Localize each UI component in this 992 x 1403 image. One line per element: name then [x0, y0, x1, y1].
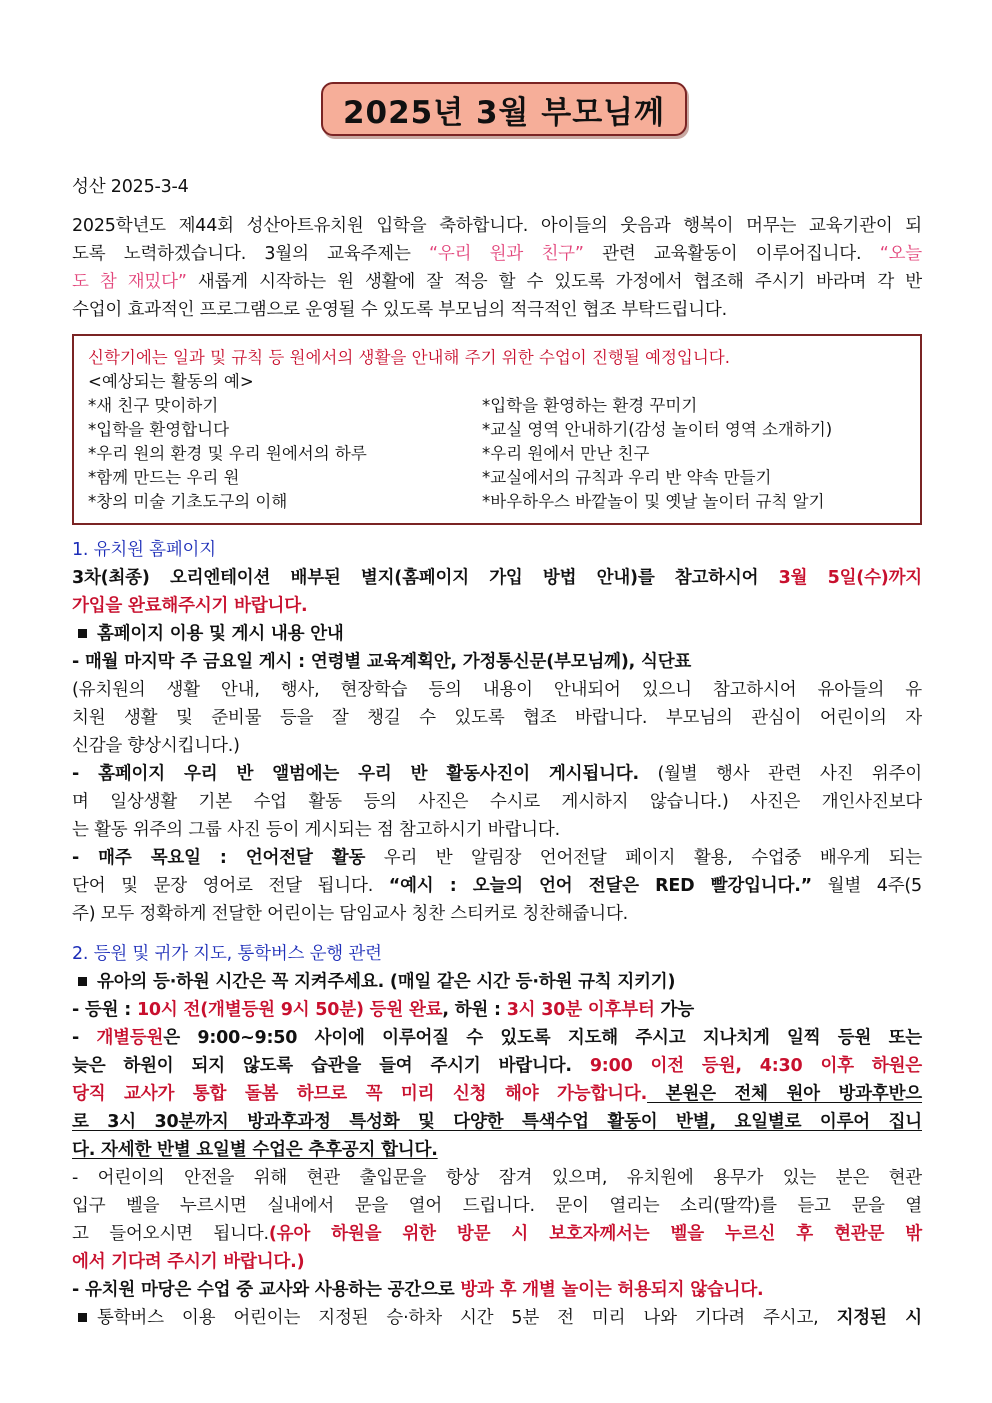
- s1-line-6: 치원 생활 및 준비물 등을 잘 챙길 수 있도록 협조 바랍니다. 부모님의 관심이 어린이의 자: [72, 708, 922, 728]
- s1-line-12: 단어 및 문장 영어로 전달 됩니다. “예시 : 오늘의 언어 전달은 RED 빨강입니다.” 월별 4주(5: [72, 876, 922, 896]
- s1-line-3: 홈페이지 이용 및 게시 내용 안내: [72, 620, 922, 648]
- square-bullet-icon: [78, 977, 87, 986]
- s2-line-3: - 개별등원은 9:00~9:50 사이에 이루어질 수 있도록 지도해 주시고 지나치게 일찍 등원 또는: [72, 1028, 922, 1048]
- s1-line-10: 는 활동 위주의 그룹 사진 등이 게시되는 점 참고하시기 바랍니다.: [72, 820, 560, 840]
- s2-line-11: 에서 기다려 주시기 바랍니다.): [72, 1252, 305, 1272]
- s2-line-10: 고 들어오시면 됩니다.(유아 하원을 위한 방문 시 보호자께서는 벨을 누르신 후 현관문 밖: [72, 1224, 922, 1244]
- s1-line-7: 신감을 향상시킵니다.): [72, 736, 240, 756]
- activity-item: *입학을 환영하는 환경 꾸미기: [482, 396, 698, 415]
- activity-item: *교실 영역 안내하기(감성 놀이터 영역 소개하기): [482, 420, 833, 439]
- s2-line-9: 입구 벨을 누르시면 실내에서 문을 열어 드립니다. 문이 열리는 소리(딸깍)를 듣고 문을 열: [72, 1196, 922, 1216]
- s2-line-1: 유아의 등·하원 시간은 꼭 지켜주세요. (매일 같은 시간 등·하원 규칙 지키기): [72, 968, 922, 996]
- activity-item: *함께 만드는 우리 원: [88, 468, 240, 487]
- s1-line-2: 가입을 완료해주시기 바랍니다.: [72, 596, 308, 616]
- s1-line-1: 3차(최종) 오리엔테이션 배부된 별지(홈페이지 가입 방법 안내)를 참고하시어 3월 5일(수)까지: [72, 568, 922, 588]
- notice-header: 신학기에는 일과 및 규칙 등 원에서의 생활을 안내해 주기 위한 수업이 진행될 예정입니다.: [88, 348, 730, 367]
- s1-line-13: 주) 모두 정확하게 전달한 어린이는 담임교사 칭찬 스티커로 칭찬해줍니다.: [72, 904, 629, 924]
- s1-line-8: - 홈페이지 우리 반 앨범에는 우리 반 활동사진이 게시됩니다. (월별 행사 관련 사진 위주이: [72, 764, 922, 784]
- theme-text: “우리 원과 친구”: [429, 244, 584, 264]
- date-line: 성산 2025-3-4: [72, 177, 189, 197]
- activity-item: *새 친구 맞이하기: [88, 396, 219, 415]
- activity-item: *창의 미술 기초도구의 이해: [88, 492, 288, 511]
- activity-item: *우리 원의 환경 및 우리 원에서의 하루: [88, 444, 367, 463]
- s1-line-5: (유치원의 생활 안내, 행사, 현장학습 등의 내용이 안내되어 있으니 참고하시어 유아들의 유: [72, 680, 922, 700]
- activity-item: *바우하우스 바깥놀이 및 옛날 놀이터 규칙 알기: [482, 492, 825, 511]
- s2-line-4: 늦은 하원이 되지 않도록 습관을 들여 주시기 바랍니다. 9:00 이전 등원, 4:30 이후 하원은: [72, 1056, 922, 1076]
- s1-line-4: - 매월 마지막 주 금요일 게시 : 연령별 교육계획안, 가정통신문(부모님께), 식단표: [72, 652, 692, 672]
- section-1-heading: 1. 유치원 홈페이지: [72, 540, 216, 560]
- intro-line-2: 도록 노력하겠습니다. 3월의 교육주제는 “우리 원과 친구” 관련 교육활동이 이루어집니다. “오늘: [72, 244, 923, 264]
- square-bullet-icon: [78, 1313, 87, 1322]
- intro-line-1: 2025학년도 제44회 성산아트유치원 입학을 축하합니다. 아이들의 웃음과 행복이 머무는 교육기관이 되: [72, 216, 922, 236]
- s1-line-9: 며 일상생활 기본 수업 활동 등의 사진은 수시로 게시하지 않습니다.) 사진은 개인사진보다: [72, 792, 922, 812]
- s1-line-11: - 매주 목요일 : 언어전달 활동 우리 반 알림장 언어전달 페이지 활용, 수업중 배우게 되는: [72, 848, 922, 868]
- section-2-heading: 2. 등원 및 귀가 지도, 통학버스 운행 관련: [72, 944, 382, 964]
- s2-line-12: - 유치원 마당은 수업 중 교사와 사용하는 공간으로 방과 후 개별 놀이는 허용되지 않습니다.: [72, 1280, 764, 1300]
- activity-item: *입학을 환영합니다: [88, 420, 230, 439]
- s2-line-7: 다. 자세한 반별 요일별 수업은 추후공지 합니다.: [72, 1140, 438, 1160]
- s2-line-6: 로 3시 30분까지 방과후과정 특성화 및 다양한 특색수업 활동이 반별, 요일별로 이루어 집니: [72, 1112, 922, 1132]
- intro-line-3: 도 참 재밌다” 새롭게 시작하는 원 생활에 잘 적응 할 수 있도록 가정에서 협조해 주시기 바라며 각 반: [72, 272, 922, 292]
- intro-line-4: 수업이 효과적인 프로그램으로 운영될 수 있도록 부모님의 적극적인 협조 부탁드립니다.: [72, 300, 728, 320]
- activity-item: *교실에서의 규칙과 우리 반 약속 만들기: [482, 468, 772, 487]
- s2-line-8: - 어린이의 안전을 위해 현관 출입문을 항상 잠겨 있으며, 유치원에 용무가 있는 분은 현관: [72, 1168, 922, 1188]
- activity-item: *우리 원에서 만난 친구: [482, 444, 650, 463]
- s2-line-13: 통학버스 이용 어린이는 지정된 승·하차 시간 5분 전 미리 나와 기다려 주시고, 지정된 시: [72, 1304, 922, 1332]
- s2-line-2: - 등원 : 10시 전(개별등원 9시 50분) 등원 완료, 하원 : 3시 30분 이후부터 가능: [72, 1000, 694, 1020]
- square-bullet-icon: [78, 629, 87, 638]
- notice-box: [72, 334, 922, 525]
- s2-line-5: 당직 교사가 통합 돌봄 하므로 꼭 미리 신청 해야 가능합니다. 본원은 전체 원아 방과후반으: [72, 1084, 923, 1104]
- page-title: 2025년 3월 부모님께: [321, 82, 687, 136]
- notice-subheader: <예상되는 활동의 예>: [88, 372, 254, 391]
